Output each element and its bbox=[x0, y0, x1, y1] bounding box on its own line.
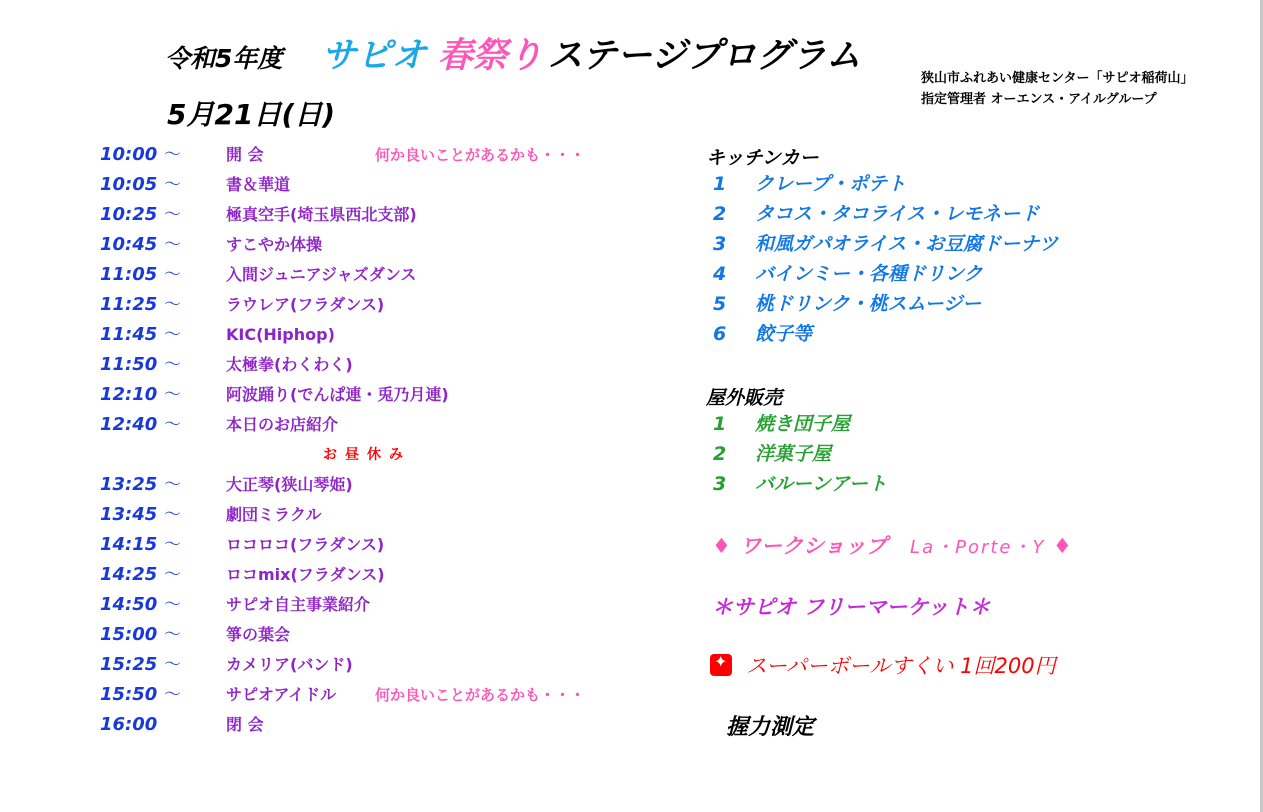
schedule-act: 太極拳(わくわく) bbox=[226, 355, 353, 374]
schedule-act: すこやか体操 bbox=[226, 235, 323, 254]
diamond-right-icon: ♦ bbox=[1052, 534, 1072, 558]
outdoor-sales-item-number: 3 bbox=[713, 473, 727, 495]
title-stage-program: ステージプログラム bbox=[547, 36, 861, 76]
schedule-tilde: ～ bbox=[164, 235, 181, 255]
kitchen-car-item-number: 6 bbox=[713, 323, 727, 345]
schedule-tilde: ～ bbox=[164, 535, 181, 555]
grip-strength-line: 握力測定 bbox=[726, 715, 815, 740]
schedule-tilde: ～ bbox=[164, 685, 181, 705]
kitchen-car-heading: キッチンカー bbox=[706, 147, 819, 169]
schedule-row bbox=[100, 590, 660, 620]
schedule-time: 13:25 bbox=[100, 474, 158, 495]
schedule-time: 10:00 bbox=[100, 144, 158, 165]
workshop-line bbox=[712, 530, 1072, 560]
schedule-time: 11:50 bbox=[100, 354, 158, 375]
schedule-row bbox=[100, 500, 660, 530]
outdoor-sales-item-text: 焼き団子屋 bbox=[755, 413, 851, 435]
schedule-time: 15:00 bbox=[100, 624, 158, 645]
page-title bbox=[165, 28, 861, 78]
schedule-time: 14:50 bbox=[100, 594, 158, 615]
lunch-break-label: お昼休み bbox=[323, 447, 411, 463]
schedule-act: サピオアイドル bbox=[226, 685, 337, 704]
kitchen-car-item-number: 2 bbox=[713, 203, 727, 225]
schedule-tilde: ～ bbox=[164, 355, 181, 375]
title-sapio: サピオ bbox=[321, 36, 427, 76]
schedule-act: 大正琴(狭山琴姫) bbox=[226, 475, 353, 494]
kitchen-car-item-number: 4 bbox=[713, 263, 727, 285]
schedule-row bbox=[100, 650, 660, 680]
schedule-act: 本日のお店紹介 bbox=[226, 415, 339, 434]
schedule-note: 何か良いことがあるかも・・・ bbox=[375, 686, 586, 704]
schedule-row bbox=[100, 260, 660, 290]
schedule-time: 12:40 bbox=[100, 414, 158, 435]
schedule-time: 11:45 bbox=[100, 324, 158, 345]
schedule-time: 15:25 bbox=[100, 654, 158, 675]
schedule-row bbox=[100, 710, 660, 740]
super-ball-line bbox=[710, 650, 1056, 680]
schedule-tilde: ～ bbox=[164, 175, 181, 195]
schedule-tilde: ～ bbox=[164, 625, 181, 645]
schedule-time: 14:25 bbox=[100, 564, 158, 585]
schedule-act: ロコロコ(フラダンス) bbox=[226, 535, 385, 554]
kitchen-car-item-text: 餃子等 bbox=[755, 323, 813, 345]
schedule-act: カメリア(バンド) bbox=[226, 655, 353, 674]
schedule-time: 10:05 bbox=[100, 174, 158, 195]
schedule-act: ロコmix(フラダンス) bbox=[226, 565, 385, 584]
schedule-time: 12:10 bbox=[100, 384, 158, 405]
schedule-row bbox=[100, 140, 660, 170]
schedule-row bbox=[100, 530, 660, 560]
schedule-row bbox=[100, 560, 660, 590]
outdoor-sales-item-text: 洋菓子屋 bbox=[755, 443, 832, 465]
flea-market-line: ＊サピオ フリーマーケット＊ bbox=[712, 595, 991, 619]
outdoor-sales-item-text: バルーンアート bbox=[755, 473, 888, 495]
schedule-act: 入間ジュニアジャズダンス bbox=[226, 265, 417, 284]
schedule-tilde: ～ bbox=[164, 565, 181, 585]
schedule-time: 11:05 bbox=[100, 264, 158, 285]
schedule-tilde: ～ bbox=[164, 265, 181, 285]
schedule-row bbox=[100, 170, 660, 200]
venue-line-1: 狭山市ふれあい健康センター「サピオ稲荷山」 bbox=[921, 71, 1194, 86]
schedule-time: 15:50 bbox=[100, 684, 158, 705]
schedule-tilde: ～ bbox=[164, 295, 181, 315]
schedule-act: 箏の葉会 bbox=[226, 625, 291, 644]
schedule-row bbox=[100, 620, 660, 650]
schedule-tilde: ～ bbox=[164, 475, 181, 495]
schedule-tilde: ～ bbox=[164, 385, 181, 405]
lunch-break-row bbox=[100, 440, 660, 470]
schedule-tilde: ～ bbox=[164, 145, 181, 165]
kitchen-car-item-text: クレープ・ポテト bbox=[755, 173, 907, 195]
kitchen-car-item-number: 5 bbox=[713, 293, 727, 315]
outdoor-sales-heading: 屋外販売 bbox=[706, 387, 783, 409]
outdoor-sales-item-number: 1 bbox=[713, 413, 727, 435]
kitchen-car-item-number: 3 bbox=[713, 233, 727, 255]
schedule-row bbox=[100, 380, 660, 410]
schedule-tilde: ～ bbox=[164, 655, 181, 675]
schedule-tilde: ～ bbox=[164, 595, 181, 615]
schedule-tilde: ～ bbox=[164, 505, 181, 525]
kitchen-car-item-text: バインミー・各種ドリンク bbox=[755, 263, 983, 285]
schedule-row bbox=[100, 680, 660, 710]
kitchen-car-item-text: タコス・タコライス・レモネード bbox=[755, 203, 1040, 225]
venue-info bbox=[921, 68, 1193, 110]
schedule-row bbox=[100, 350, 660, 380]
schedule-row bbox=[100, 230, 660, 260]
schedule-time: 10:45 bbox=[100, 234, 158, 255]
workshop-label: ワークショップ bbox=[740, 534, 887, 558]
schedule-act: サピオ自主事業紹介 bbox=[226, 595, 371, 614]
schedule-time: 13:45 bbox=[100, 504, 158, 525]
title-year: 令和5年度 bbox=[165, 44, 283, 73]
schedule-act: 劇団ミラクル bbox=[226, 505, 322, 524]
diamond-left-icon: ♦ bbox=[712, 534, 731, 558]
stage-schedule bbox=[100, 140, 660, 740]
schedule-row bbox=[100, 290, 660, 320]
outdoor-sales-item-number: 2 bbox=[713, 443, 727, 465]
schedule-act: 開 会 bbox=[226, 145, 264, 164]
title-spring-festival: 春祭り bbox=[437, 36, 543, 76]
schedule-time: 11:25 bbox=[100, 294, 158, 315]
kitchen-car-item-text: 桃ドリンク・桃スムージー bbox=[755, 293, 982, 315]
super-ball-text: スーパーボールすくい 1回200円 bbox=[746, 654, 1056, 678]
event-date: 5月21日(日) bbox=[167, 98, 336, 131]
schedule-row bbox=[100, 410, 660, 440]
schedule-act: 書＆華道 bbox=[226, 175, 291, 194]
schedule-time: 16:00 bbox=[100, 714, 158, 735]
schedule-tilde: ～ bbox=[164, 205, 181, 225]
schedule-tilde: ～ bbox=[164, 325, 181, 345]
schedule-note: 何か良いことがあるかも・・・ bbox=[375, 146, 586, 164]
workshop-brand: La・Porte・Y bbox=[910, 537, 1046, 558]
schedule-tilde: ～ bbox=[164, 415, 181, 435]
kitchen-car-item-number: 1 bbox=[713, 173, 727, 195]
schedule-act: KIC(Hiphop) bbox=[226, 325, 335, 344]
schedule-act: ラウレア(フラダンス) bbox=[226, 295, 385, 314]
schedule-act: 閉 会 bbox=[226, 715, 264, 734]
schedule-time: 14:15 bbox=[100, 534, 158, 555]
schedule-row bbox=[100, 320, 660, 350]
sparkle-badge-icon bbox=[710, 654, 732, 676]
kitchen-car-item-text: 和風ガパオライス・お豆腐ドーナツ bbox=[755, 233, 1059, 255]
venue-line-2: 指定管理者 オーエンス・アイルグループ bbox=[921, 92, 1157, 107]
schedule-row bbox=[100, 470, 660, 500]
schedule-time: 10:25 bbox=[100, 204, 158, 225]
schedule-row bbox=[100, 200, 660, 230]
schedule-act: 極真空手(埼玉県西北支部) bbox=[226, 205, 417, 224]
schedule-act: 阿波踊り(でんぱ連・兎乃月連) bbox=[226, 385, 449, 404]
